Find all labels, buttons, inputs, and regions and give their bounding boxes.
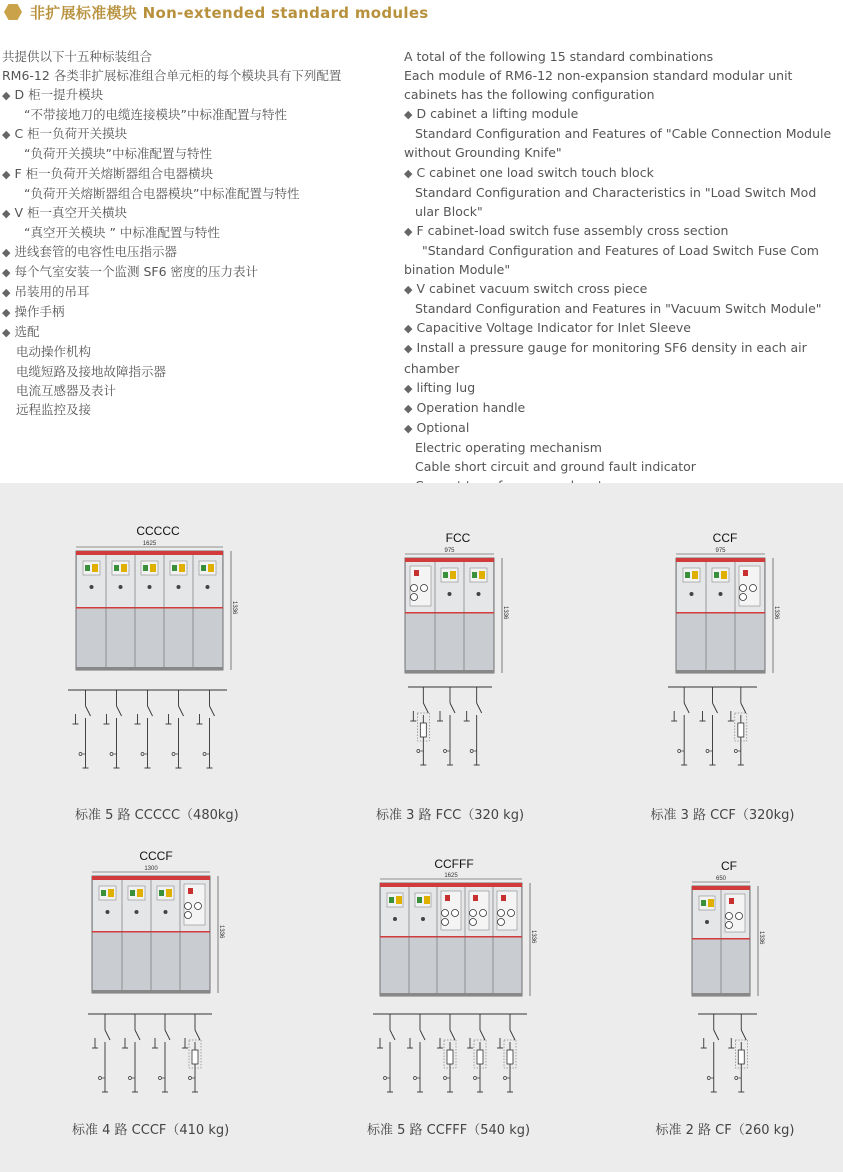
zh-spec-line: ◆ F 柜一负荷开关熔断器组合电器横块: [2, 164, 392, 184]
single-line-diagram: [80, 1012, 220, 1102]
width-dimension: 1625: [444, 873, 458, 879]
en-spec-line: ◆ C cabinet one load switch touch block: [404, 163, 840, 183]
en-spec-line: A total of the following 15 standard combinations: [404, 49, 714, 64]
single-line-diagram: [400, 685, 500, 775]
width-dimension: 975: [715, 548, 726, 554]
figure-name: CCFFF: [434, 857, 474, 871]
width-dimension: 1300: [144, 866, 158, 872]
figure-caption: 标准 5 路 CCCCC（480kg): [75, 808, 239, 823]
en-spec-line: Electric operating mechanism: [415, 439, 602, 455]
zh-spec-line: RM6-12 各类非扩展标准组合单元柜的每个模块具有下列配置: [2, 68, 342, 84]
en-spec-line: ◆ Capacitive Voltage Indicator for Inlet Sleeve: [404, 318, 840, 338]
english-spec-list: [404, 47, 840, 514]
en-spec-line: Cable short circuit and ground fault indicator: [415, 458, 696, 474]
width-dimension: 975: [444, 548, 455, 554]
single-line-diagram: [690, 1012, 765, 1102]
height-dimension: 1336: [773, 605, 779, 619]
cabinet-front-view: [76, 545, 243, 684]
figure-name: CCCF: [139, 849, 173, 863]
en-spec-line: Standard Configuration and Characteristics in "Load Switch Mod ular Block": [415, 184, 817, 219]
zh-spec-line: ◆ 进线套管的电容性电压指示器: [2, 242, 392, 262]
hexagon-icon: [4, 4, 22, 20]
single-line-diagram: [660, 685, 765, 775]
zh-spec-line: ◆ 选配: [2, 322, 392, 342]
cabinet-front-view: [692, 880, 770, 1010]
zh-spec-line: ◆ D 柜一提升模块: [2, 85, 392, 105]
zh-spec-line: ◆ 吊装用的吊耳: [2, 282, 392, 302]
figure-caption: 标准 3 路 CCF（320kg): [650, 808, 795, 823]
zh-spec-line: “真空开关模块 ” 中标准配置与特性: [24, 224, 220, 240]
zh-spec-line: ◆ 操作手柄: [2, 302, 392, 322]
zh-spec-line: ◆ 每个气室安装一个监测 SF6 密度的压力表计: [2, 262, 392, 282]
figure-name: FCC: [445, 531, 471, 545]
zh-spec-line: ◆ C 柜一负荷开关摸块: [2, 124, 392, 144]
zh-spec-line: 远程监控及接: [16, 401, 92, 417]
figure-name: CF: [721, 859, 737, 873]
en-spec-line: ◆ V cabinet vacuum switch cross piece: [404, 279, 840, 299]
height-dimension: 1336: [218, 924, 224, 938]
cabinet-front-view: [405, 552, 514, 687]
height-dimension: 1336: [758, 931, 764, 945]
width-dimension: 650: [715, 876, 726, 882]
width-dimension: 1625: [142, 541, 157, 547]
figure-caption: 标准 3 路 FCC（320 kg): [375, 808, 525, 823]
height-dimension: 1336: [231, 600, 237, 614]
chinese-spec-list: [2, 47, 392, 419]
figure-caption: 标准 2 路 CF（260 kg): [655, 1123, 795, 1138]
cabinet-front-view: [676, 552, 785, 687]
figure-caption: 标准 5 路 CCFFF（540 kg): [367, 1123, 531, 1138]
en-spec-line: ◆ lifting lug: [404, 378, 840, 398]
zh-spec-line: 电缆短路及接地故障指示器: [16, 363, 167, 379]
section-title: 非扩展标准模块 Non-extended standard modules: [30, 3, 429, 22]
zh-spec-line: 电动操作机构: [16, 344, 92, 360]
zh-spec-line: ◆ V 柜一真空开关横块: [2, 203, 392, 223]
single-line-diagram: [60, 688, 235, 778]
cabinet-front-view: [380, 877, 542, 1010]
zh-spec-line: “负荷开关熔断器组合电器模块”中标准配置与特性: [24, 185, 300, 201]
zh-spec-line: “负荷开关摸块”中标准配置与特性: [24, 146, 212, 162]
height-dimension: 1336: [502, 605, 508, 619]
single-line-diagram: [365, 1012, 535, 1102]
en-spec-line: ◆ D cabinet a lifting module: [404, 104, 840, 124]
en-spec-line: Standard Configuration and Features of "Cable Connection Module without Grounding Knife": [404, 126, 832, 161]
figure-name: CCCCC: [136, 524, 180, 538]
en-spec-line: ◆ Install a pressure gauge for monitoring SF6 density in each air chamber: [404, 338, 840, 377]
en-spec-line: ◆ Operation handle: [404, 398, 840, 418]
en-spec-line: ◆ F cabinet-load switch fuse assembly cross section: [404, 221, 840, 241]
en-spec-line: "Standard Configuration and Features of Load Switch Fuse Com bination Module": [404, 242, 819, 278]
zh-spec-line: 电流互感器及表计: [16, 382, 117, 398]
figure-caption: 标准 4 路 CCCF（410 kg): [72, 1123, 230, 1138]
height-dimension: 1336: [530, 929, 536, 943]
figure-name: CCF: [712, 531, 738, 545]
cabinet-front-view: [92, 870, 230, 1007]
en-spec-line: Each module of RM6-12 non-expansion standard modular unit cabinets has the following configuration: [404, 68, 793, 103]
zh-spec-line: 共提供以下十五种标装组合: [2, 49, 153, 64]
zh-spec-line: “不带接地刀的电缆连接模块”中标准配置与特性: [24, 107, 287, 123]
en-spec-line: ◆ Optional: [404, 418, 840, 438]
en-spec-line: Standard Configuration and Features in "Vacuum Switch Module": [415, 301, 822, 317]
section-header: [4, 0, 429, 24]
